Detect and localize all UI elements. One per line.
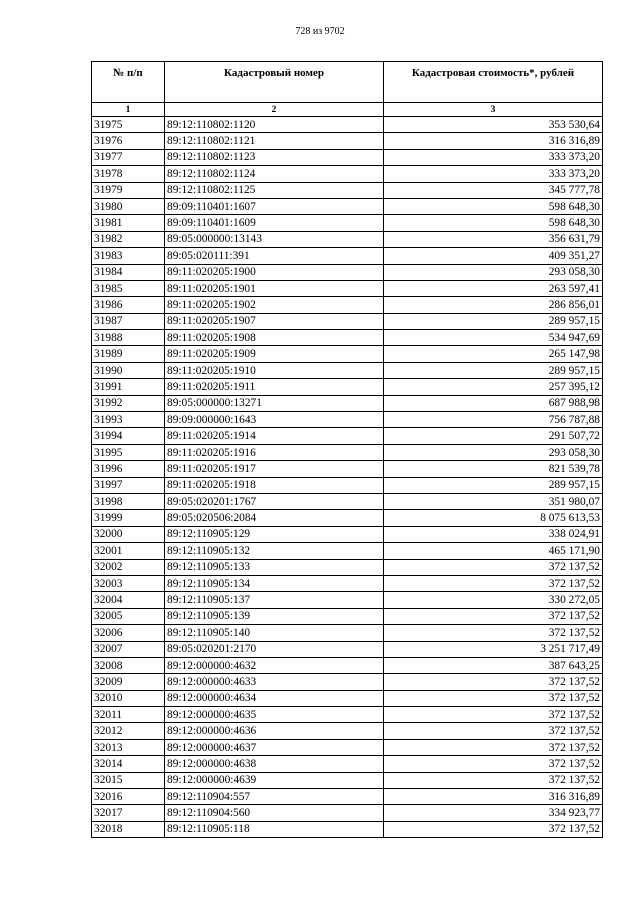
cadastral-number-cell: 89:11:020205:1918 [165, 477, 384, 493]
cadastral-value-cell: 372 137,52 [384, 625, 603, 641]
header-row-number: № п/п [92, 62, 165, 103]
cadastral-number-cell: 89:09:000000:1643 [165, 412, 384, 428]
cadastral-value-cell: 289 957,15 [384, 362, 603, 378]
table-row [92, 395, 603, 411]
row-number-cell: 31998 [92, 493, 165, 509]
header-cadastral-value: Кадастровая стоимость*, рублей [384, 62, 603, 103]
row-number-cell: 32003 [92, 575, 165, 591]
cadastral-number-cell: 89:12:000000:4637 [165, 739, 384, 755]
header-cadastral-number: Кадастровый номер [165, 62, 384, 103]
row-number-cell: 32004 [92, 592, 165, 608]
cadastral-value-cell: 8 075 613,53 [384, 510, 603, 526]
row-number-cell: 32000 [92, 526, 165, 542]
cadastral-number-cell: 89:05:000000:13143 [165, 231, 384, 247]
table-row [92, 707, 603, 723]
row-number-cell: 32002 [92, 559, 165, 575]
table-row [92, 428, 603, 444]
row-number-cell: 31978 [92, 166, 165, 182]
cadastral-number-cell: 89:12:110802:1120 [165, 117, 384, 133]
row-number-cell: 31979 [92, 182, 165, 198]
table-row [92, 117, 603, 133]
cadastral-value-cell: 687 988,98 [384, 395, 603, 411]
row-number-cell: 31993 [92, 412, 165, 428]
table-row [92, 526, 603, 542]
cadastral-value-cell: 372 137,52 [384, 723, 603, 739]
cadastral-value-cell: 356 631,79 [384, 231, 603, 247]
row-number-cell: 31986 [92, 297, 165, 313]
row-number-cell: 31991 [92, 379, 165, 395]
cadastral-number-cell: 89:12:110905:132 [165, 543, 384, 559]
cadastral-number-cell: 89:12:110905:118 [165, 821, 384, 837]
cadastral-value-cell: 286 856,01 [384, 297, 603, 313]
row-number-cell: 32005 [92, 608, 165, 624]
row-number-cell: 31975 [92, 117, 165, 133]
cadastral-value-cell: 333 373,20 [384, 166, 603, 182]
cadastral-number-cell: 89:12:110905:140 [165, 625, 384, 641]
cadastral-value-cell: 289 957,15 [384, 313, 603, 329]
cadastral-value-cell: 372 137,52 [384, 707, 603, 723]
cadastral-value-cell: 263 597,41 [384, 280, 603, 296]
cadastral-value-cell: 265 147,98 [384, 346, 603, 362]
cadastral-number-cell: 89:12:000000:4634 [165, 690, 384, 706]
cadastral-number-cell: 89:09:110401:1607 [165, 198, 384, 214]
table-row [92, 149, 603, 165]
row-number-cell: 32006 [92, 625, 165, 641]
row-number-cell: 32014 [92, 756, 165, 772]
table-row [92, 362, 603, 378]
cadastral-value-cell: 372 137,52 [384, 739, 603, 755]
row-number-cell: 31990 [92, 362, 165, 378]
cadastral-number-cell: 89:12:110905:133 [165, 559, 384, 575]
cadastral-number-cell: 89:05:020111:391 [165, 248, 384, 264]
column-index-2: 2 [165, 103, 384, 117]
row-number-cell: 32007 [92, 641, 165, 657]
table-row [92, 182, 603, 198]
cadastral-number-cell: 89:12:110904:560 [165, 805, 384, 821]
table-row [92, 133, 603, 149]
cadastral-value-cell: 598 648,30 [384, 198, 603, 214]
table-row [92, 461, 603, 477]
table-row [92, 297, 603, 313]
row-number-cell: 31992 [92, 395, 165, 411]
row-number-cell: 32016 [92, 789, 165, 805]
table-row [92, 756, 603, 772]
cadastral-number-cell: 89:11:020205:1901 [165, 280, 384, 296]
cadastral-value-cell: 387 643,25 [384, 657, 603, 673]
cadastral-number-cell: 89:11:020205:1909 [165, 346, 384, 362]
table-row [92, 592, 603, 608]
cadastral-value-cell: 821 539,78 [384, 461, 603, 477]
cadastral-number-cell: 89:12:110905:137 [165, 592, 384, 608]
table-row [92, 575, 603, 591]
cadastral-number-cell: 89:11:020205:1917 [165, 461, 384, 477]
table-row [92, 510, 603, 526]
cadastral-number-cell: 89:12:000000:4639 [165, 772, 384, 788]
table-row [92, 805, 603, 821]
table-row [92, 772, 603, 788]
cadastral-number-cell: 89:12:110905:129 [165, 526, 384, 542]
row-number-cell: 32015 [92, 772, 165, 788]
cadastral-value-cell: 316 316,89 [384, 789, 603, 805]
cadastral-value-cell: 372 137,52 [384, 690, 603, 706]
cadastral-number-cell: 89:11:020205:1911 [165, 379, 384, 395]
row-number-cell: 32013 [92, 739, 165, 755]
cadastral-value-cell: 372 137,52 [384, 772, 603, 788]
table-row [92, 248, 603, 264]
table-row [92, 231, 603, 247]
cadastral-value-cell: 338 024,91 [384, 526, 603, 542]
table-row [92, 198, 603, 214]
table-row [92, 264, 603, 280]
table-header-row [92, 62, 603, 103]
row-number-cell: 31989 [92, 346, 165, 362]
cadastral-number-cell: 89:12:000000:4635 [165, 707, 384, 723]
cadastral-number-cell: 89:05:020201:2170 [165, 641, 384, 657]
row-number-cell: 32001 [92, 543, 165, 559]
row-number-cell: 31977 [92, 149, 165, 165]
row-number-cell: 31987 [92, 313, 165, 329]
cadastral-number-cell: 89:11:020205:1902 [165, 297, 384, 313]
cadastral-number-cell: 89:12:000000:4638 [165, 756, 384, 772]
cadastral-value-cell: 372 137,52 [384, 559, 603, 575]
table-row [92, 477, 603, 493]
cadastral-number-cell: 89:12:110802:1121 [165, 133, 384, 149]
cadastral-number-cell: 89:12:110802:1125 [165, 182, 384, 198]
cadastral-number-cell: 89:05:020506:2084 [165, 510, 384, 526]
cadastral-number-cell: 89:11:020205:1908 [165, 330, 384, 346]
row-number-cell: 31984 [92, 264, 165, 280]
table-row [92, 608, 603, 624]
cadastral-value-cell: 289 957,15 [384, 477, 603, 493]
cadastral-value-cell: 409 351,27 [384, 248, 603, 264]
cadastral-value-cell: 372 137,52 [384, 756, 603, 772]
table-row [92, 723, 603, 739]
table-body [92, 117, 603, 838]
cadastral-number-cell: 89:12:110905:139 [165, 608, 384, 624]
cadastral-number-cell: 89:11:020205:1916 [165, 444, 384, 460]
cadastral-value-cell: 372 137,52 [384, 575, 603, 591]
row-number-cell: 31994 [92, 428, 165, 444]
table-row [92, 674, 603, 690]
cadastral-number-cell: 89:05:000000:13271 [165, 395, 384, 411]
table-row [92, 543, 603, 559]
row-number-cell: 31980 [92, 198, 165, 214]
cadastral-number-cell: 89:11:020205:1914 [165, 428, 384, 444]
cadastral-number-cell: 89:12:110905:134 [165, 575, 384, 591]
cadastral-number-cell: 89:09:110401:1609 [165, 215, 384, 231]
cadastral-value-cell: 756 787,88 [384, 412, 603, 428]
cadastral-value-cell: 257 395,12 [384, 379, 603, 395]
row-number-cell: 31981 [92, 215, 165, 231]
cadastral-value-cell: 465 171,90 [384, 543, 603, 559]
cadastral-value-table [91, 61, 603, 838]
table-row [92, 789, 603, 805]
table-row [92, 821, 603, 837]
cadastral-value-cell: 353 530,64 [384, 117, 603, 133]
row-number-cell: 31997 [92, 477, 165, 493]
row-number-cell: 31988 [92, 330, 165, 346]
table-row [92, 313, 603, 329]
row-number-cell: 32012 [92, 723, 165, 739]
cadastral-number-cell: 89:12:000000:4632 [165, 657, 384, 673]
cadastral-number-cell: 89:12:110802:1123 [165, 149, 384, 165]
table-row [92, 559, 603, 575]
cadastral-number-cell: 89:11:020205:1910 [165, 362, 384, 378]
row-number-cell: 32011 [92, 707, 165, 723]
cadastral-value-cell: 330 272,05 [384, 592, 603, 608]
row-number-cell: 32017 [92, 805, 165, 821]
table-row [92, 346, 603, 362]
cadastral-number-cell: 89:11:020205:1907 [165, 313, 384, 329]
cadastral-value-cell: 316 316,89 [384, 133, 603, 149]
table-row [92, 625, 603, 641]
cadastral-value-cell: 598 648,30 [384, 215, 603, 231]
row-number-cell: 31976 [92, 133, 165, 149]
cadastral-value-cell: 334 923,77 [384, 805, 603, 821]
cadastral-value-cell: 333 373,20 [384, 149, 603, 165]
table-row [92, 641, 603, 657]
cadastral-value-cell: 3 251 717,49 [384, 641, 603, 657]
table-row [92, 739, 603, 755]
cadastral-value-cell: 372 137,52 [384, 608, 603, 624]
row-number-cell: 31996 [92, 461, 165, 477]
column-index-3: 3 [384, 103, 603, 117]
cadastral-number-cell: 89:12:000000:4636 [165, 723, 384, 739]
cadastral-value-cell: 293 058,30 [384, 264, 603, 280]
cadastral-value-cell: 372 137,52 [384, 821, 603, 837]
table-row [92, 412, 603, 428]
table-row [92, 657, 603, 673]
row-number-cell: 32010 [92, 690, 165, 706]
row-number-cell: 31985 [92, 280, 165, 296]
table-row [92, 215, 603, 231]
cadastral-number-cell: 89:12:110802:1124 [165, 166, 384, 182]
cadastral-number-cell: 89:12:110904:557 [165, 789, 384, 805]
cadastral-value-cell: 293 058,30 [384, 444, 603, 460]
table-row [92, 493, 603, 509]
table-row [92, 444, 603, 460]
row-number-cell: 32008 [92, 657, 165, 673]
cadastral-value-cell: 345 777,78 [384, 182, 603, 198]
table-row [92, 280, 603, 296]
row-number-cell: 31983 [92, 248, 165, 264]
table-row [92, 330, 603, 346]
cadastral-value-cell: 372 137,52 [384, 674, 603, 690]
row-number-cell: 32018 [92, 821, 165, 837]
cadastral-value-cell: 351 980,07 [384, 493, 603, 509]
row-number-cell: 32009 [92, 674, 165, 690]
table-row [92, 690, 603, 706]
cadastral-number-cell: 89:11:020205:1900 [165, 264, 384, 280]
cadastral-number-cell: 89:12:000000:4633 [165, 674, 384, 690]
cadastral-value-cell: 291 507,72 [384, 428, 603, 444]
table-row [92, 379, 603, 395]
row-number-cell: 31982 [92, 231, 165, 247]
cadastral-number-cell: 89:05:020201:1767 [165, 493, 384, 509]
cadastral-value-cell: 534 947,69 [384, 330, 603, 346]
table-row [92, 166, 603, 182]
row-number-cell: 31995 [92, 444, 165, 460]
column-index-row [92, 103, 603, 117]
page-number: 728 из 9702 [295, 26, 345, 37]
row-number-cell: 31999 [92, 510, 165, 526]
column-index-1: 1 [92, 103, 165, 117]
